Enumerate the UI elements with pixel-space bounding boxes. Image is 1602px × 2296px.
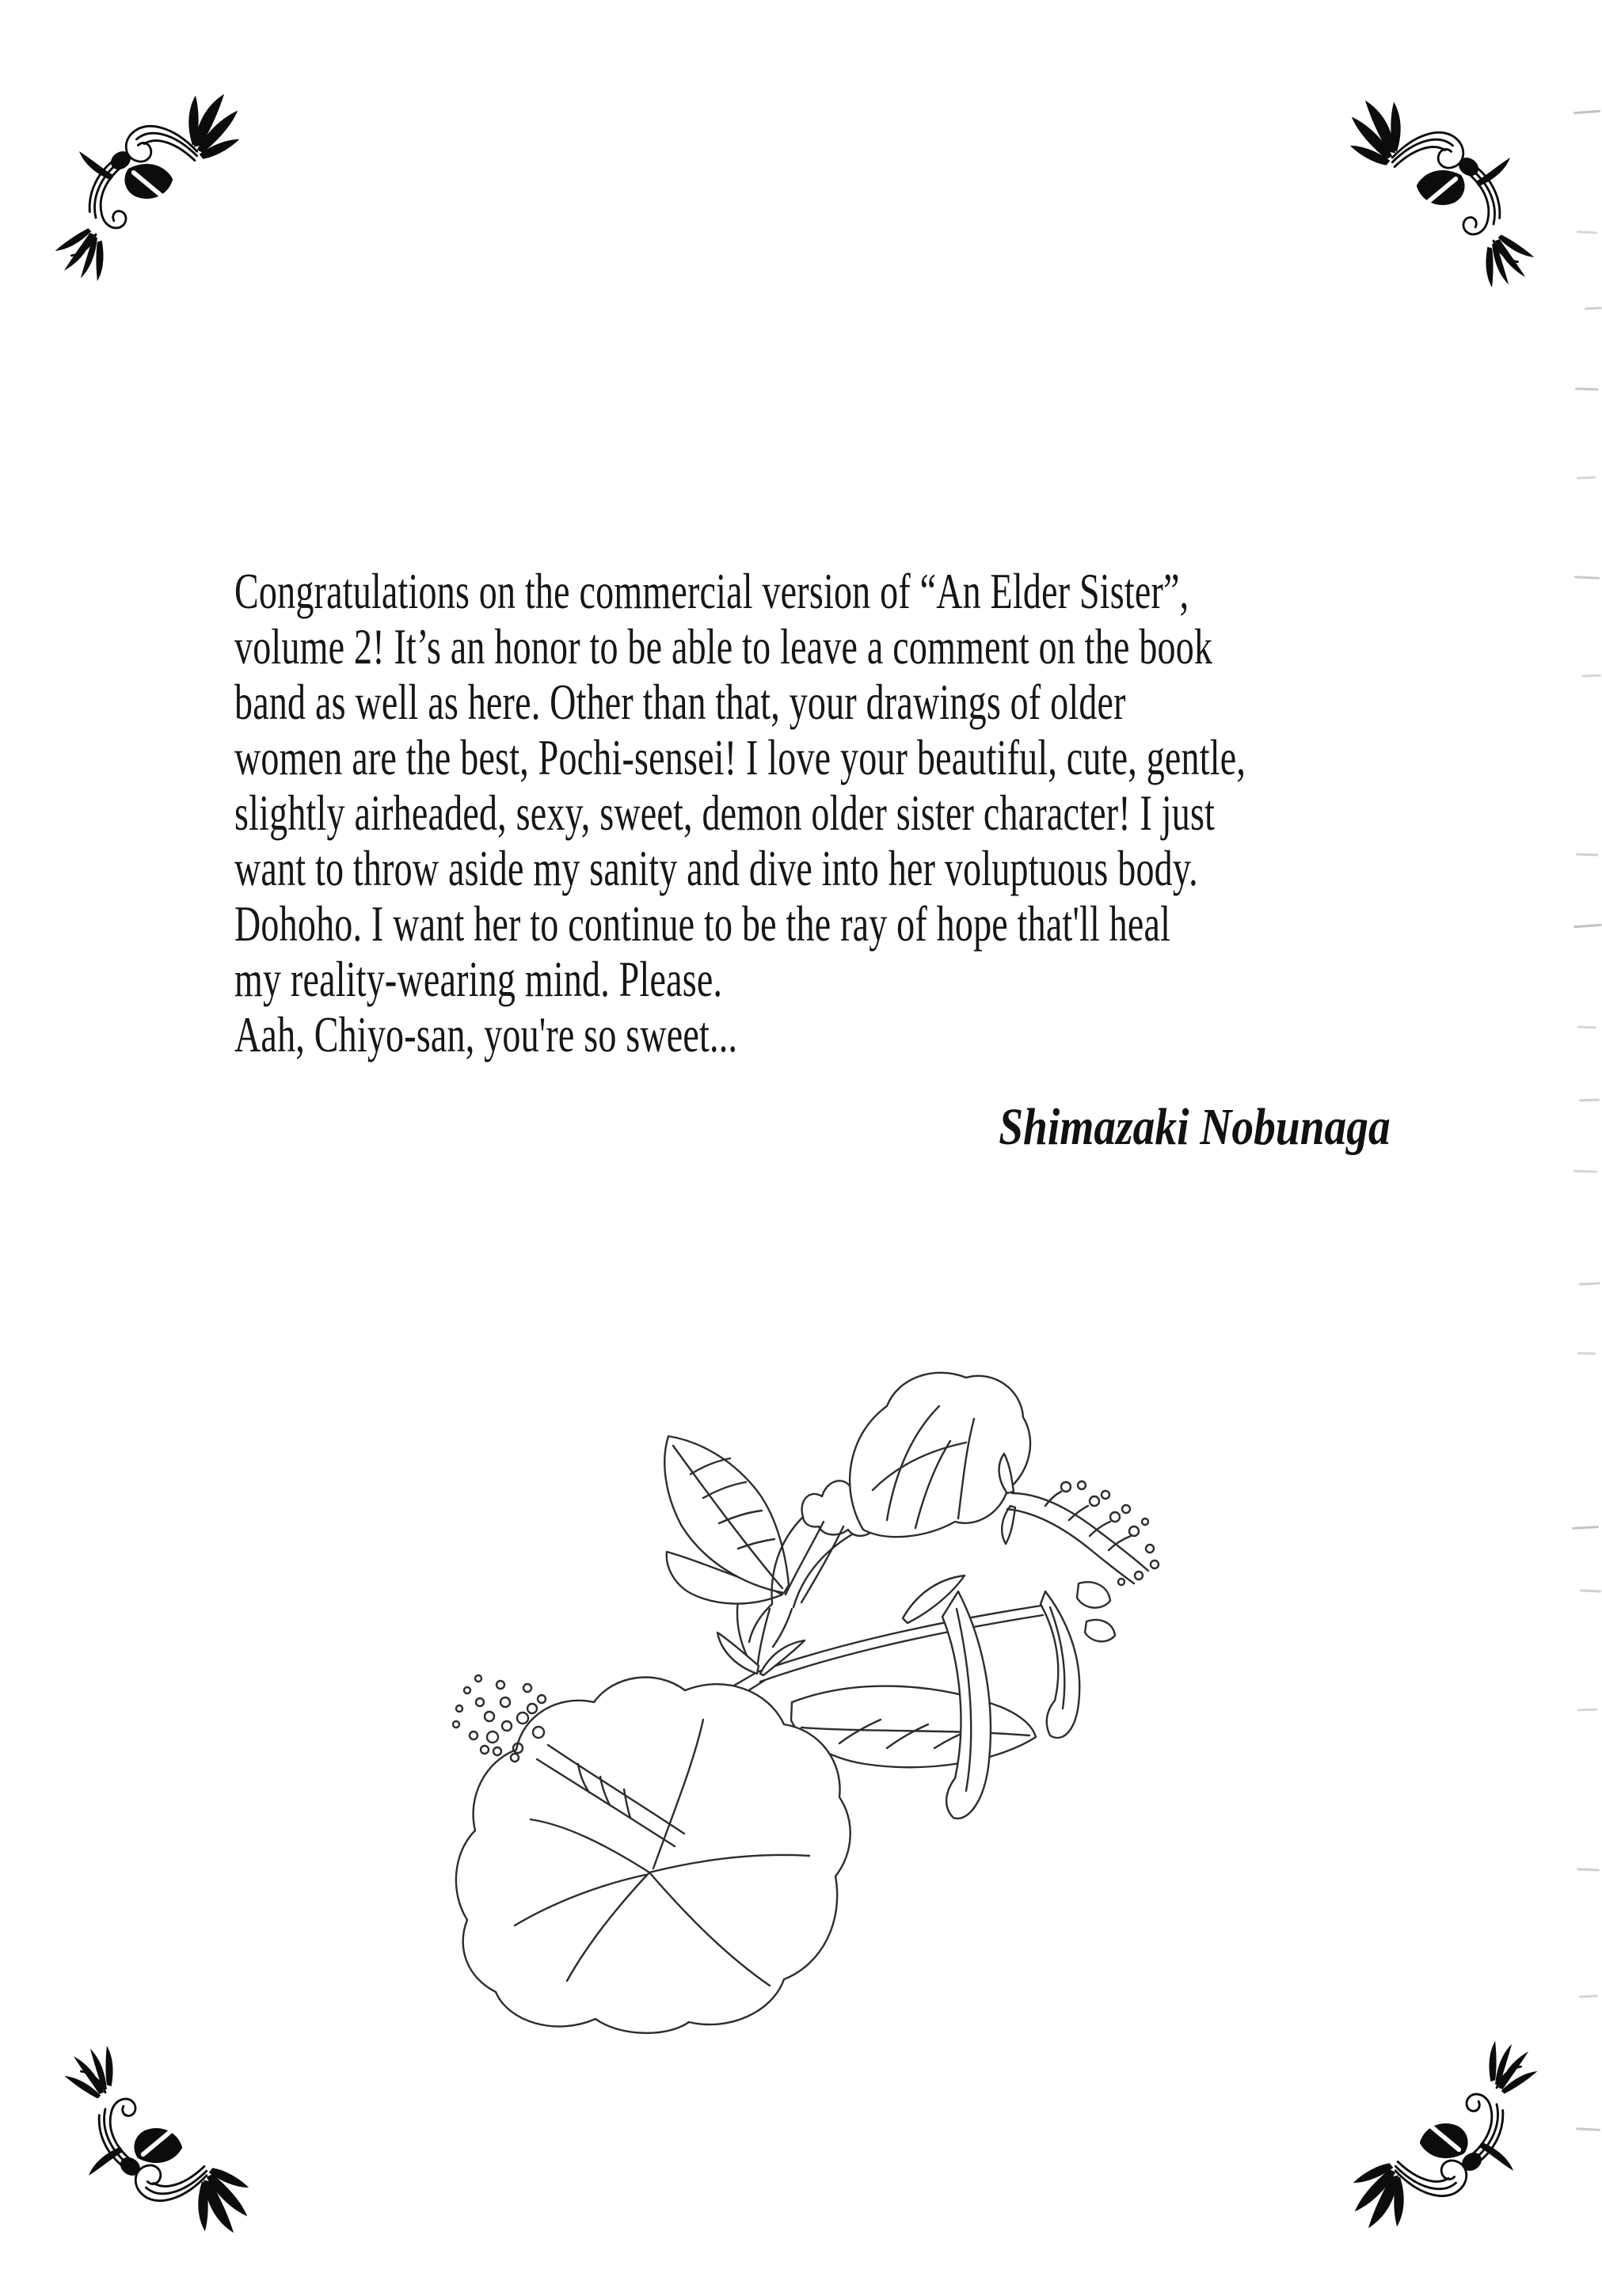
afterword-text-block (234, 564, 1448, 1062)
afterword-line: Congratulations on the commercial version of “An Elder Sister”, (234, 564, 1189, 619)
corner-flourish-bottom-left (55, 2043, 252, 2254)
afterword-line: Dohoho. I want her to continue to be the ray of hope that'll heal (234, 896, 1171, 952)
corner-flourish-top-left (46, 73, 242, 284)
hibiscus-illustration (412, 1330, 1164, 2043)
author-signature: Shimazaki Nobunaga (999, 1098, 1391, 1156)
afterword-line: want to throw aside my sanity and dive into her voluptuous body. (234, 841, 1198, 896)
corner-flourish-top-right (1347, 79, 1543, 291)
afterword-line: my reality-wearing mind. Please. (234, 952, 723, 1007)
afterword-line: Aah, Chiyo-san, you're so sweet... (234, 1007, 738, 1062)
afterword-line: slightly airheaded, sexy, sweet, demon older sister character! I just (234, 785, 1216, 841)
afterword-line: band as well as here. Other than that, your drawings of older (234, 675, 1126, 730)
afterword-line: volume 2! It’s an honor to be able to leave a comment on the book (234, 619, 1213, 675)
corner-flourish-bottom-right (1350, 2038, 1547, 2249)
afterword-line: women are the best, Pochi-sensei! I love your beautiful, cute, gentle, (234, 730, 1246, 785)
